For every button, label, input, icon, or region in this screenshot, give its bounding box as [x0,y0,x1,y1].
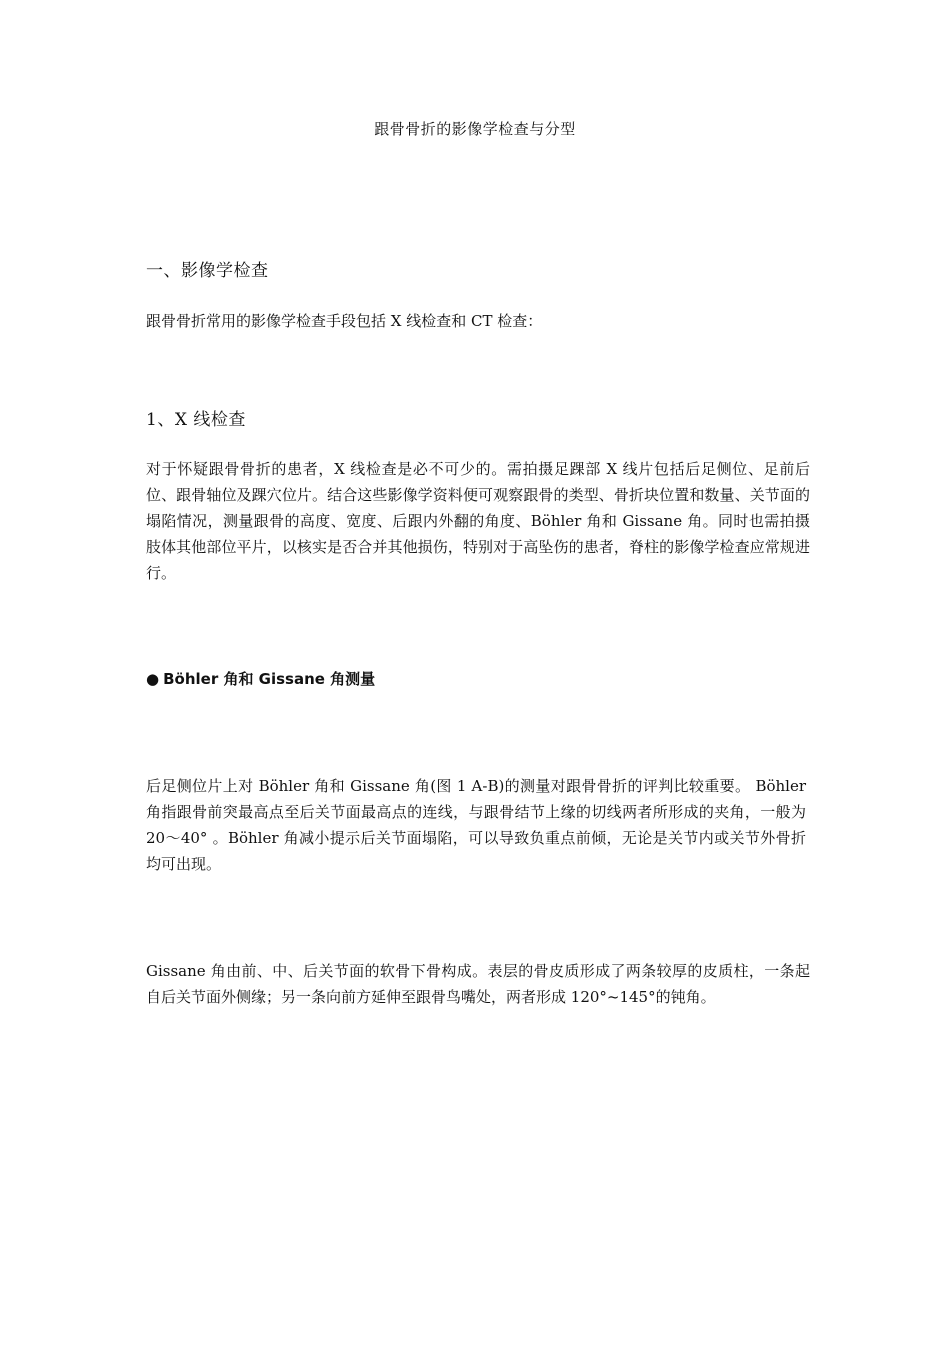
document-title: 跟骨骨折的影像学检查与分型 [374,120,576,138]
bohler-paragraph: 后足侧位片上对 Böhler 角和 Gissane 角(图 1 A-B)的测量对跟骨骨折的评判比较重要。 Böhler 角指跟骨前突最高点至后关节面最高点的连线，与跟骨结节上缘的切线两者所形成的夹角，一般为 20～40° 。Böhler 角减小提示后关节面塌陷，可以导致负重点前倾，无论是关节内或关节外骨折均可出现。 [146,777,806,873]
bullet-heading [146,668,375,689]
bullet-icon: ● [146,670,160,688]
gissane-paragraph: Gissane 角由前、中、后关节面的软骨下骨构成。表层的骨皮质形成了两条较厚的皮质柱，一条起自后关节面外侧缘；另一条向前方延伸至跟骨鸟嘴处，两者形成 120°~145°的钝角。 [146,962,810,1006]
bullet-heading-text: Böhler 角和 Gissane 角测量 [163,670,376,688]
section-heading-imaging: 一、影像学检查 [146,261,269,281]
xray-paragraph: 对于怀疑跟骨骨折的患者，X 线检查是必不可少的。需拍摄足踝部 X 线片包括后足侧位、足前后位、跟骨轴位及踝穴位片。结合这些影像学资料便可观察跟骨的类型、骨折块位置和数量、关节面的塌陷情况，测量跟骨的高度、宽度、后跟内外翻的角度、Böhler 角和 Gissane 角。同时也需拍摄肢体其他部位平片，以核实是否合并其他损伤，特别对于高坠伤的患者，脊柱的影像学检查应常规进行。 [146,460,810,582]
intro-paragraph: 跟骨骨折常用的影像学检查手段包括 X 线检查和 CT 检查： [146,312,543,330]
subsection-heading-xray: 1、X 线检查 [146,410,246,430]
